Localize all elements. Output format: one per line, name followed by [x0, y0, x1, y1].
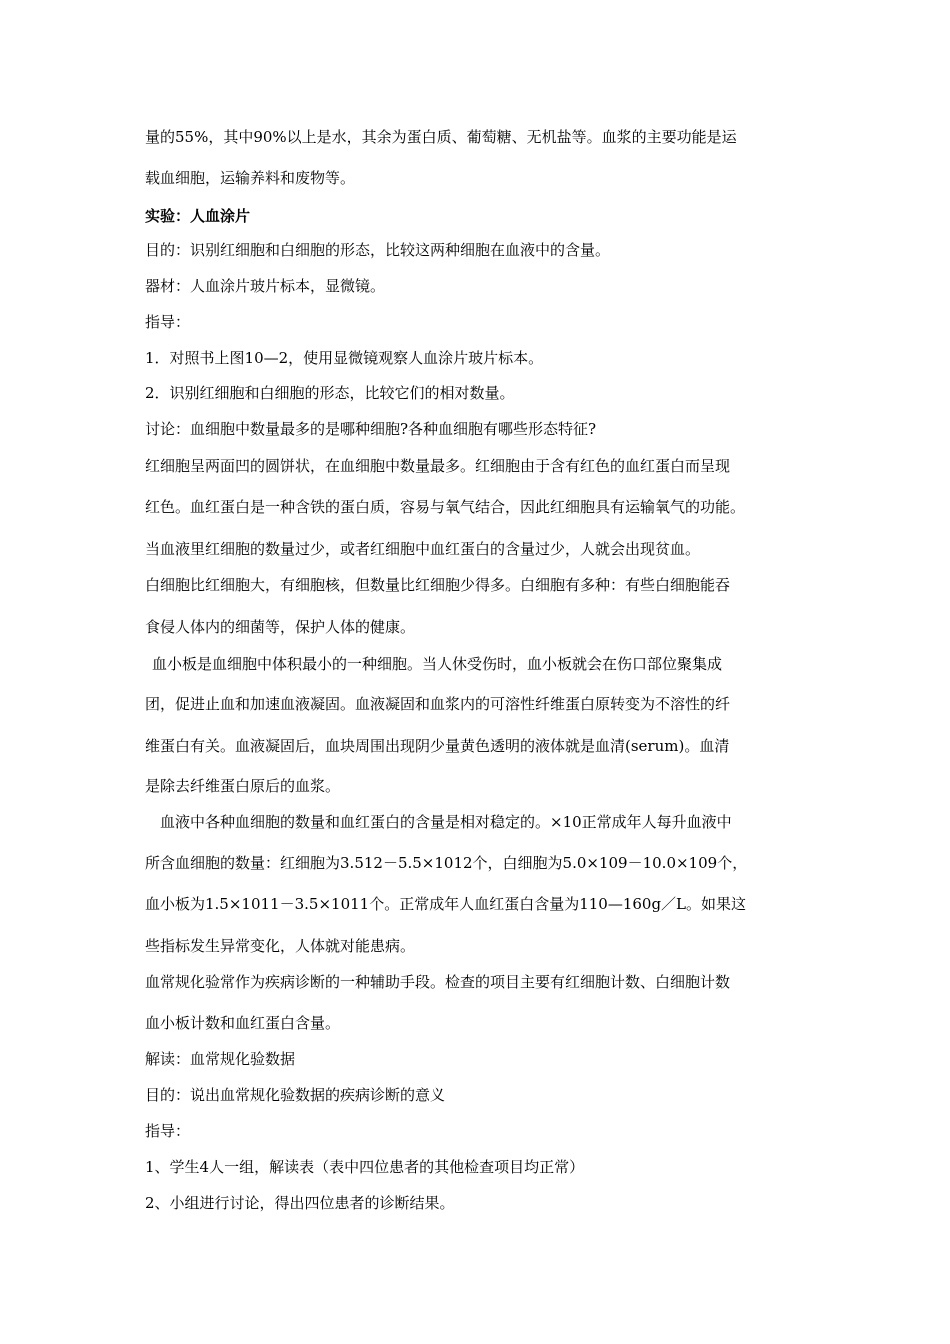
text-line-task-2: 2、小组进行讨论，得出四位患者的诊断结果。 [145, 1194, 455, 1212]
text-line-guide-2: 指导： [145, 1122, 191, 1140]
text-line-wbc-1: 白细胞比红细胞大，有细胞核，但数量比红细胞少得多。白细胞有多种：有些白细胞能吞 [145, 576, 731, 594]
text-line-1: 量的55%，其中90%以上是水，其余为蛋白质、葡萄糖、无机盐等。血浆的主要功能是运 [145, 128, 737, 146]
text-line-rbc-3: 当血液里红细胞的数量过少，或者红细胞中血红蛋白的含量过少，人就会出现贫血。 [145, 540, 701, 558]
section-heading-experiment: 实验：人血涂片 [145, 207, 251, 225]
text-line-platelet-3: 维蛋白有关。血液凝固后，血块周围出现阴少量黄色透明的液体就是血清(serum)。血清 [145, 737, 730, 755]
text-line-counts-4: 些指标发生异常变化，人体就对能患病。 [145, 937, 416, 955]
text-line-task-1: 1、学生4人一组，解读表（表中四位患者的其他检查项目均正常） [145, 1158, 585, 1176]
text-line-platelet-1: 血小板是血细胞中体积最小的一种细胞。当人休受伤时，血小板就会在伤口部位聚集成 [152, 655, 723, 673]
text-line-step-1: 1．对照书上图10—2，使用显微镜观察人血涂片玻片标本。 [145, 349, 544, 367]
text-line-bloodtest-1: 血常规化验常作为疾病诊断的一种辅助手段。检查的项目主要有红细胞计数、白细胞计数 [145, 973, 731, 991]
text-line-purpose-2: 目的：说出血常规化验数据的疾病诊断的意义 [145, 1086, 446, 1104]
text-line-counts-1: 血液中各种血细胞的数量和血红蛋白的含量是相对稳定的。×10正常成年人每升血液中 [160, 813, 732, 831]
text-line-purpose: 目的：识别红细胞和白细胞的形态，比较这两种细胞在血液中的含量。 [145, 241, 611, 259]
text-line-interpret: 解读：血常规化验数据 [145, 1050, 296, 1068]
text-line-platelet-4: 是除去纤维蛋白原后的血浆。 [145, 777, 341, 795]
text-line-platelet-2: 团，促进止血和加速血液凝固。血液凝固和血浆内的可溶性纤维蛋白原转变为不溶性的纤 [145, 695, 731, 713]
text-line-materials: 器材：人血涂片玻片标本，显微镜。 [145, 277, 386, 295]
text-line-wbc-2: 食侵人体内的细菌等，保护人体的健康。 [145, 618, 416, 636]
text-line-rbc-2: 红色。血红蛋白是一种含铁的蛋白质，容易与氧气结合，因此红细胞具有运输氧气的功能。 [145, 498, 746, 516]
text-line-bloodtest-2: 血小板计数和血红蛋白含量。 [145, 1014, 341, 1032]
text-line-guide: 指导： [145, 313, 191, 331]
text-line-counts-2: 所含血细胞的数量：红细胞为3.512－5.5×1012个，白细胞为5.0×109－10.0×109个， [145, 854, 748, 872]
text-line-rbc-1: 红细胞呈两面凹的圆饼状，在血细胞中数量最多。红细胞由于含有红色的血红蛋白而呈现 [145, 457, 731, 475]
text-line-counts-3: 血小板为1.5×1011－3.5×1011个。正常成年人血红蛋白含量为110—160g／L。如果这 [145, 895, 747, 913]
text-line-step-2: 2．识别红细胞和白细胞的形态，比较它们的相对数量。 [145, 384, 515, 402]
text-line-2: 载血细胞，运输养料和废物等。 [145, 169, 356, 187]
text-line-discussion: 讨论：血细胞中数量最多的是哪种细胞?各种血细胞有哪些形态特征? [145, 420, 597, 438]
